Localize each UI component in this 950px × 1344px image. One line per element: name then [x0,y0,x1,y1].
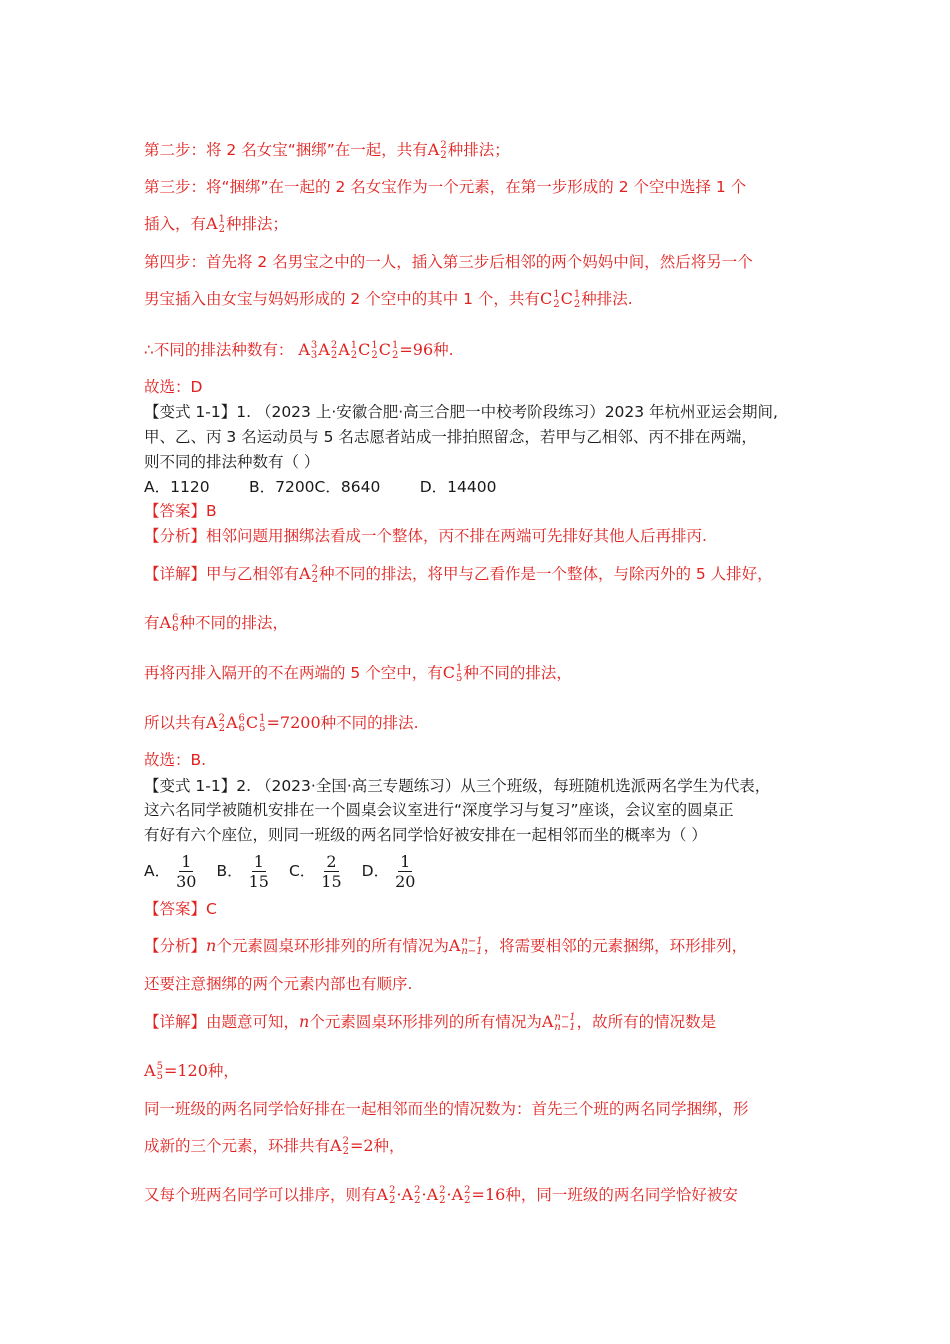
sup-sub: 1 2 [573,288,581,310]
text: 【详解】由题意可知， [144,1013,300,1031]
text: 种， [373,1137,405,1155]
math-expression: A 2 2 A 6 6 C 1 5 =7200 [206,712,321,734]
text: 种，同一班级的两名同学恰好被安 [505,1186,738,1204]
text: 插入，有 [144,215,207,233]
q2-header: 【变式 1-1】2. （2023·全国·高三专题练习）从三个班级，每班随机选派两名学生为代表， [144,777,771,795]
math-symbol: A [448,936,461,955]
q2-analysis-2: 还要注意捆绑的两个元素内部也有顺序. [144,975,413,993]
total-line [144,339,454,361]
math-var: n [299,1012,310,1031]
math-expression: A 3 3 A 2 2 A 1 2 C 1 2 C 1 2 =96 [298,339,434,361]
q2-analysis-1 [144,935,747,957]
math-symbol: A [144,1061,156,1080]
q2-detail-2 [144,1060,239,1082]
text: 种不同的排法. [320,714,419,732]
q1-detail-4 [144,712,419,734]
sup-sub: 5 5 [156,1060,163,1082]
math-result: =120 [163,1061,208,1080]
q1-line2: 甲、乙、丙 3 名运动员与 5 名志愿者站成一排拍照留念，若甲与乙相邻、丙不排在两端， [144,428,757,446]
text: 种不同的排法， [463,664,572,682]
q2-line2: 这六名同学被随机安排在一个圆桌会议室进行“深度学习与复习”座谈，会议室的圆桌正 [144,801,734,819]
math-var: n [206,936,217,955]
math-symbol: A [541,1012,554,1031]
math-symbol: A [299,564,311,583]
step4-line-a: 第四步：首先将 2 名男宝之中的一人，插入第三步后相邻的两个妈妈中间，然后将另一个 [144,253,753,271]
math-symbol: C [442,663,455,682]
text: 种， [207,1062,239,1080]
step2-line [144,139,510,161]
step3-line-b [144,213,288,235]
q1-line3: 则不同的排法种数有（ ） [144,453,320,471]
text: 种不同的排法，将甲与乙看作是一个整体，与除丙外的 5 人排好， [318,565,773,583]
math-symbol: A [330,1136,342,1155]
text: 成新的三个元素，环排共有 [144,1137,331,1155]
text: 有 [144,614,160,632]
text: 【分析】 [144,937,207,955]
q2-line3: 有好有六个座位，则同一班级的两名同学恰好被安排在一起相邻而坐的概率为（ ） [144,826,707,844]
sup-sub: 1 5 [455,662,463,684]
text: 个元素圆桌环形排列的所有情况为 [309,1013,542,1031]
q2-answer: 【答案】C [144,900,217,918]
text: 再将丙排入隔开的不在两端的 5 个空中，有 [144,664,443,682]
text: 种. [433,341,454,359]
choice-d: 故选：D [144,378,203,396]
sup-sub: n−1 n−1 [461,935,483,957]
q1-answer: 【答案】B [144,502,217,520]
text: 第二步：将 2 名女宝“捆绑”在一起，共有 [144,141,428,159]
q2-options [144,848,435,894]
text: 又每个班两名同学可以排序，则有 [144,1186,377,1204]
sup-sub: 6 6 [172,612,179,634]
sup-sub: 2 2 [311,563,318,585]
option-c: C． $\frac{2}{15}$ [288,852,342,891]
q1-choice: 故选：B. [144,751,207,769]
q1-header: 【变式 1-1】1. （2023 上·安徽合肥·高三合肥一中校考阶段练习）2023 年杭州亚运会期间, [144,403,778,421]
math-symbol: A [159,613,172,632]
q1-detail-1 [144,563,773,585]
text: 种排法； [447,141,510,159]
q1-detail-2 [144,612,288,634]
sup-sub: 1 2 [218,213,225,235]
text: 男宝插入由女宝与妈妈形成的 2 个空中的其中 1 个，共有 [144,290,540,308]
option-d: D． $\frac{1}{20}$ [361,852,416,891]
sup-sub: n−1 n−1 [554,1011,576,1033]
text: 种不同的排法， [179,614,288,632]
q2-detail-5 [144,1184,738,1206]
math-symbol: A [427,140,440,159]
text: 种排法. [581,290,633,308]
text: ，将需要相邻的元素捆绑，环形排列， [483,937,748,955]
text: ，故所有的情况数是 [576,1013,717,1031]
math-result: =2 [349,1136,374,1155]
text: 所以共有 [144,714,207,732]
q1-analysis: 【分析】相邻问题用捆绑法看成一个整体，丙不排在两端可先排好其他人后再排丙. [144,527,707,545]
math-symbol: C [560,289,573,308]
math-expression: A 2 2 ·A 2 2 ·A 2 2 ·A 2 2 =16 [376,1184,506,1206]
text: 个元素圆桌环形排列的所有情况为 [216,937,449,955]
sup-sub: 1 2 [553,288,560,310]
sup-sub: 2 2 [342,1135,349,1157]
option-b: B． $\frac{1}{15}$ [216,852,269,891]
option-a: A． $\frac{1}{30}$ [144,852,197,891]
q1-detail-3 [144,662,572,684]
text: 【详解】甲与乙相邻有 [144,565,300,583]
sup-sub: 2 2 [440,139,447,161]
step4-line-b [144,288,633,310]
text: ∴不同的排法种数有： [144,341,294,359]
q1-options: A．1120 B．7200C．8640 D．14400 [144,478,497,496]
q2-detail-3: 同一班级的两名同学恰好排在一起相邻而坐的情况数为：首先三个班的两名同学捆绑，形 [144,1100,749,1118]
q2-detail-1 [144,1011,716,1033]
q2-detail-4 [144,1135,405,1157]
math-symbol: A [206,214,218,233]
step3-line-a: 第三步：将“捆绑”在一起的 2 名女宝作为一个元素，在第一步形成的 2 个空中选择 1 个 [144,178,747,196]
math-symbol: C [539,289,553,308]
text: 种排法； [225,215,288,233]
